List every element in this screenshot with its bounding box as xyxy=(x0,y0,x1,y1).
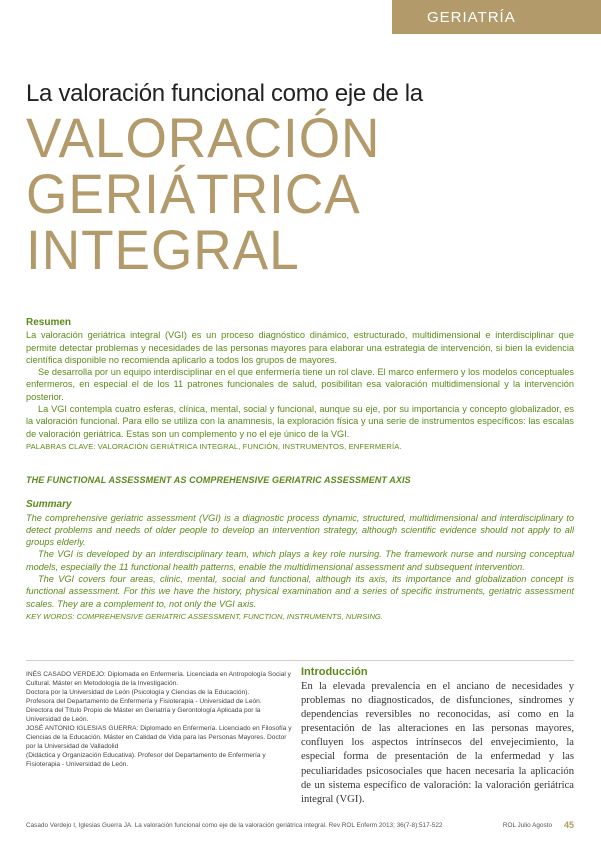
summary-paragraph-2: The VGI is developed by an interdisciplinary team, which plays a key role nursing. The framework nurse and nursing conceptual models, especially the 11 functional health patterns, enable the multidimensional assessment and subsequent intervention. xyxy=(26,549,574,572)
main-title-line-2: GERIÁTRICA xyxy=(26,162,361,225)
author-line: Profesora del Departamento de Enfermería y Fisioterapia - Universidad de León. xyxy=(26,698,262,705)
author-line: Doctora por la Universidad de León (Psicología y Ciencias de la Educación). xyxy=(26,689,250,696)
introduction xyxy=(301,666,574,807)
author-info xyxy=(26,670,294,769)
section-tab xyxy=(392,0,601,34)
abstract-spanish xyxy=(26,317,574,453)
resumen-paragraph-2: Se desarrolla por un equipo interdisciplinar en el que enfermería tiene un rol clave. El marco enfermero y los modelos conceptuales enfermeros, en especial el de los 11 patrones funcionales de salud, posibilitan esa valoración multidimensional y la intervención posterior. xyxy=(26,367,574,402)
main-title xyxy=(26,106,381,281)
summary-paragraph-3: The VGI covers four areas, clinic, mental, social and functional, although its axis, its importance and globalization concept is functional assessment. For this we have the history, physical examination and a series of specific instruments, geriatric assessment scales. They are a complement to, not only the VGI axis. xyxy=(26,574,574,609)
resumen-paragraph-3: La VGI contempla cuatro esferas, clínica, mental, social y funcional, aunque su eje, por su importancia y concepto globalizador, es la valoración funcional. Para ello se utiliza con la anamnesis, la exploración física y una serie de instrumentos específicos: las escalas de valoración geriátrica. Estas son un complemento y no el eje único de la VGI. xyxy=(26,404,574,439)
summary-heading: Summary xyxy=(26,499,72,511)
section-divider xyxy=(26,660,574,661)
section-label: GERIATRÍA xyxy=(427,8,516,26)
author-line: Directora del Título Propio de Máster en Geriatría y Gerontología Aplicada por la Universidad de León. xyxy=(26,707,261,723)
abstract-english xyxy=(26,474,574,623)
main-title-line-1: VALORACIÓN xyxy=(26,106,381,169)
author-line: INÉS CASADO VERDEJO: Diplomada en Enfermería. Licenciada en Antropología Social y Cultural. Máster en Metodología de la Investigación. xyxy=(26,671,291,687)
footer-issue: ROL Julio Agosto xyxy=(502,822,552,829)
main-title-line-3: INTEGRAL xyxy=(26,218,300,281)
palabras-clave: PALABRAS CLAVE: VALORACIÓN GERIÁTRICA INTEGRAL, FUNCIÓN, INSTRUMENTOS, ENFERMERÍA. xyxy=(26,441,402,451)
resumen-paragraph-1: La valoración geriátrica integral (VGI) es un proceso diagnóstico dinámico, estructurado, multidimensional e interdisciplinar que permite detectar problemas y necesidades de las personas mayores para elaborar una estrategia de intervención, si bien la evidencia científica disponible no recomienda aplicarlo a todos los grupos de mayores. xyxy=(26,330,574,365)
title-kicker: La valoración funcional como eje de la xyxy=(26,80,423,107)
summary-paragraph-1: The comprehensive geriatric assessment (VGI) is a diagnostic process dynamic, structured, multidimensional and interdisciplinary to detect problems and needs of older people to develop an intervention strategy, although scientific evidence should not apply to all groups elderly. xyxy=(26,512,574,548)
author-line: (Didáctica y Organización Educativa). Profesor del Departamento de Enfermería y Fisioterapia - Universidad de León. xyxy=(26,752,266,768)
english-title: THE FUNCTIONAL ASSESSMENT AS COMPREHENSIVE GERIATRIC ASSESSMENT AXIS xyxy=(26,475,411,485)
intro-text: En la elevada prevalencia en el anciano de necesidades y problemas no diagnosticados, de disfunciones, síndromes y dependencias reversibles no reconocidas, así como en la presentación de las alteraciones en las personas mayores, confluyen los aspectos intrínsecos del envejecimiento, la especial forma de presentación de la enfermedad y las peculiaridades psicosociales que hacen necesaria la aplicación de un sistema específico de valoración: la valoración geriátrica integral (VGI). xyxy=(301,681,574,805)
resumen-heading: Resumen xyxy=(26,317,72,328)
footer-citation: Casado Verdejo I, Iglesias Guerra JA. La valoración funcional como eje de la valoración geriátrica integral. Rev ROL Enferm 2013; 36(7-8):517-522 xyxy=(26,822,443,829)
key-words: KEY WORDS: COMPREHENSIVE GERIATRIC ASSESSMENT, FUNCTION, INSTRUMENTS, NURSING. xyxy=(26,611,383,621)
intro-heading: Introducción xyxy=(301,666,368,678)
author-line: JOSÉ ANTONIO IGLESIAS GUERRA: Diplomado en Enfermería. Licenciado en Filosofía y Ciencias de la Educación. Máster en Calidad de Vida para las Personas Mayores. Doctor por la Universidad de Valladolid xyxy=(26,725,292,750)
page-number: 45 xyxy=(563,820,574,830)
